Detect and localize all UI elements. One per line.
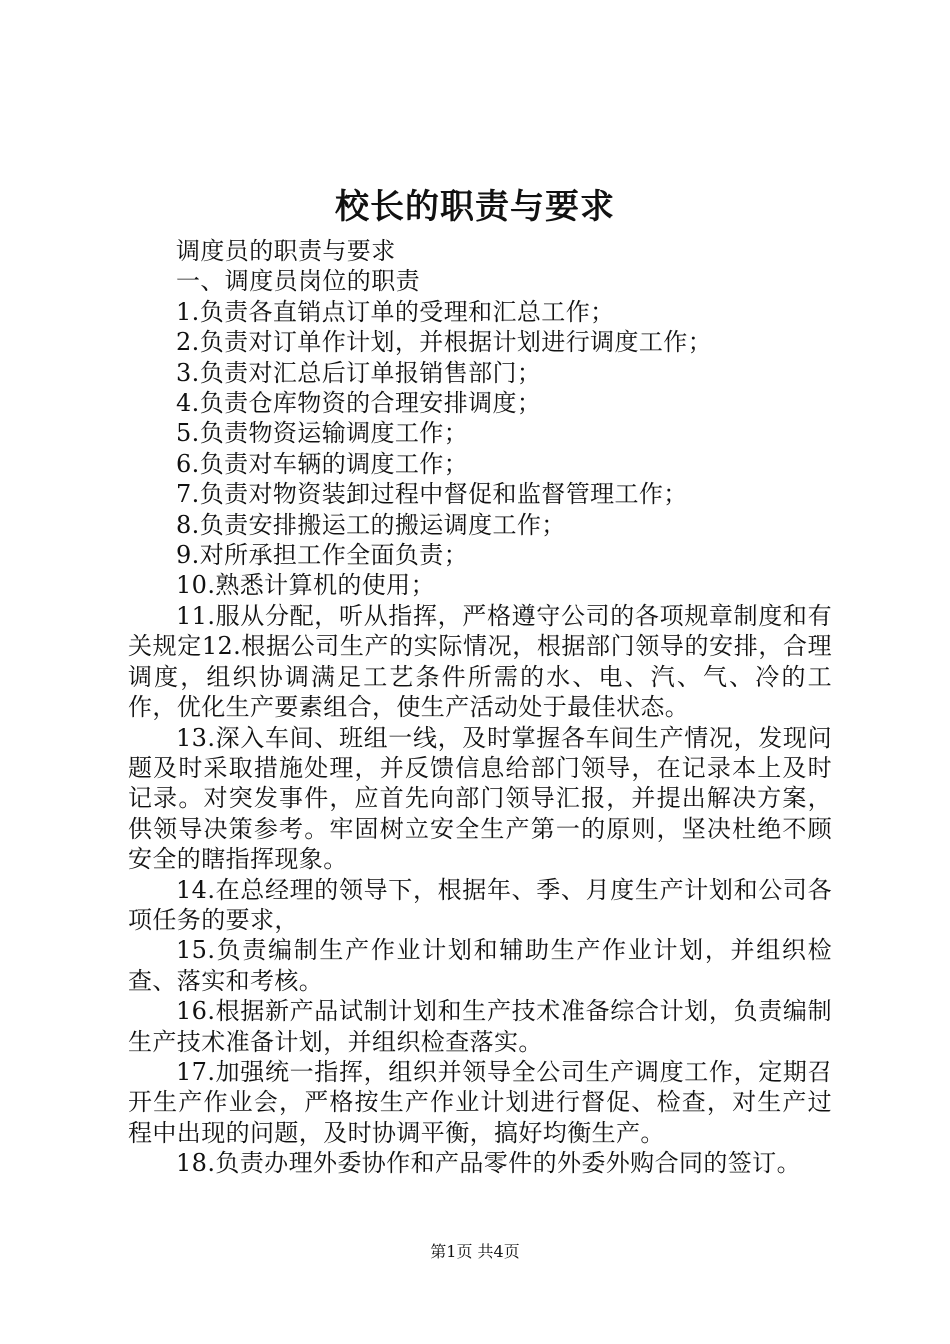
document-title: 校长的职责与要求 (335, 187, 615, 227)
paragraph: 10.熟悉计算机的使用； (176, 571, 435, 600)
paragraph: 3.负责对汇总后订单报销售部门； (176, 358, 542, 387)
paragraph: 13.深入车间、班组一线，及时掌握各车间生产情况，发现问题及时采取措施处理，并反馈信息给部门领导，在记录本上及时记录。对突发事件，应首先向部门领导汇报，并提出解决方案，供领导决策参考。牢固树立安全生产第一的原则，坚决杜绝不顾安全的瞎指挥现象。 (128, 723, 832, 874)
paragraph: 1.负责各直销点订单的受理和汇总工作； (176, 297, 615, 326)
paragraph: 4.负责仓库物资的合理安排调度； (176, 389, 542, 418)
page-footer: 第1页 共4页 (430, 1242, 520, 1261)
paragraph: 8.负责安排搬运工的搬运调度工作； (176, 510, 566, 539)
paragraph: 11.服从分配，听从指挥，严格遵守公司的各项规章制度和有关规定12.根据公司生产的实际情况，根据部门领导的安排，合理调度，组织协调满足工艺条件所需的水、电、汽、气、冷的工作，优化生产要素组合，使生产活动处于最佳状态。 (128, 601, 832, 722)
paragraph: 2.负责对订单作计划，并根据计划进行调度工作； (176, 328, 713, 357)
paragraph: 9.对所承担工作全面负责； (176, 541, 469, 570)
paragraph: 5.负责物资运输调度工作； (176, 419, 469, 448)
paragraph: 16.根据新产品试制计划和生产技术准备综合计划，负责编制生产技术准备计划，并组织检查落实。 (128, 997, 832, 1056)
paragraph: 18.负责办理外委协作和产品零件的外委外购合同的签订。 (176, 1149, 801, 1178)
document-body (128, 236, 832, 1179)
paragraph: 15.负责编制生产作业计划和辅助生产作业计划，并组织检查、落实和考核。 (128, 936, 832, 995)
paragraph: 7.负责对物资装卸过程中督促和监督管理工作； (176, 480, 688, 509)
paragraph: 14.在总经理的领导下，根据年、季、月度生产计划和公司各项任务的要求， (128, 875, 832, 934)
paragraph: 调度员的职责与要求 (176, 237, 396, 265)
paragraph: 6.负责对车辆的调度工作； (176, 449, 469, 478)
paragraph: 17.加强统一指挥，组织并领导全公司生产调度工作，定期召开生产作业会，严格按生产作业计划进行督促、检查，对生产过程中出现的问题，及时协调平衡，搞好均衡生产。 (128, 1057, 832, 1147)
paragraph: 一、调度员岗位的职责 (176, 267, 420, 296)
